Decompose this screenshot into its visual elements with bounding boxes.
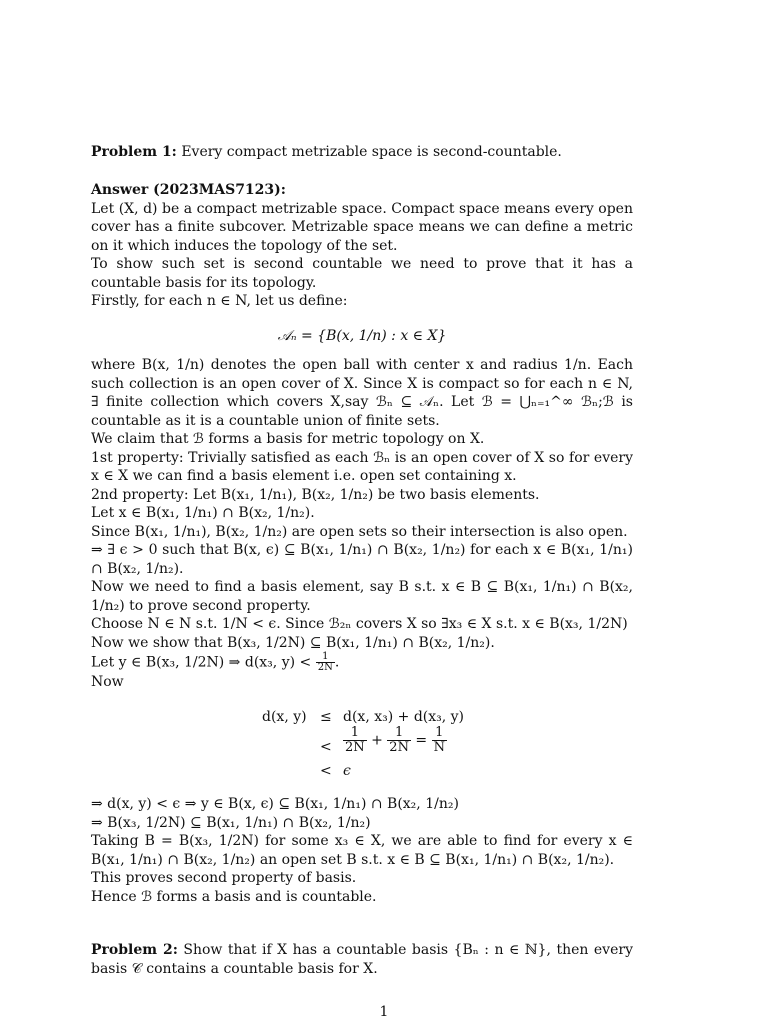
align-rel-1: ≤ <box>320 709 332 725</box>
align-rhs-2 <box>343 726 447 755</box>
problem-2 <box>91 941 633 978</box>
answer-taking-B: Taking B = B(x₃, 1/2N) for some x₃ ∈ X, we are able to find for every x ∈ B(x₁, 1/n₁) ∩ B(x₂, 1/n₂) an open set B s.t. x ∈ B ⊆ B(x₁, 1/n₁) ∩ B(x₂, 1/n₂). <box>91 833 633 868</box>
align-plus: + <box>371 732 383 749</box>
answer-body <box>91 356 633 692</box>
answer-line-3: Firstly, for each n ∈ N, let us define: <box>91 293 348 309</box>
align-frac-3-den: N <box>433 740 445 755</box>
answer-hence: Hence ℬ forms a basis and is countable. <box>91 888 377 905</box>
answer-find-basis: Now we need to find a basis element, say B s.t. x ∈ B ⊆ B(x₁, 1/n₁) ∩ B(x₂, 1/n₂) to prove second property. <box>91 579 633 614</box>
answer-line-2: To show such set is second countable we need to prove that it has a countable basis for its topology. <box>91 256 633 291</box>
align-equals: = <box>415 732 428 749</box>
answer-proves: This proves second property of basis. <box>91 870 357 886</box>
align-frac-1-den: 2N <box>345 740 365 755</box>
answer-section <box>91 181 633 311</box>
align-frac-3 <box>432 726 447 755</box>
answer-property-2: 2nd property: Let B(x₁, 1/n₁), B(x₂, 1/n₂) be two basis elements. <box>91 486 540 503</box>
answer-open-sets: Since B(x₁, 1/n₁), B(x₂, 1/n₂) are open sets so their intersection is also open. <box>91 523 628 540</box>
answer-exists-epsilon: ⇒ ∃ ϵ > 0 such that B(x, ϵ) ⊆ B(x₁, 1/n₁) ∩ B(x₂, 1/n₂) for each x ∈ B(x₁, 1/n₁) ∩ B(x₂, 1/n₂). <box>91 542 633 577</box>
answer-line-1: Let (X, d) be a compact metrizable space. Compact space means every open cover has a finite subcover. Metrizable space means we can define a metric on it which induces the topology of the set. <box>91 200 633 254</box>
answer-let-y-text: Let y ∈ B(x₃, 1/2N) ⇒ d(x₃, y) < <box>91 654 312 671</box>
problem-1 <box>91 143 633 162</box>
align-rel-2: < <box>320 739 332 755</box>
align-rel-3: < <box>320 763 332 779</box>
problem-1-label: Problem 1: <box>91 144 177 160</box>
align-frac-3-num: 1 <box>432 726 447 741</box>
align-frac-2-den: 2N <box>389 740 409 755</box>
answer-choose-N: Choose N ∈ N s.t. 1/N < ϵ. Since ℬ₂ₙ covers X so ∃x₃ ∈ X s.t. x ∈ B(x₃, 1/2N) <box>91 616 628 632</box>
answer-claim: We claim that ℬ forms a basis for metric topology on X. <box>91 431 485 447</box>
align-frac-2-num: 1 <box>387 726 411 741</box>
display-equation-An <box>91 327 633 346</box>
answer-para-cover: where B(x, 1/n) denotes the open ball with center x and radius 1/n. Each such collection is an open cover of X. Since X is compact so for each n ∈ N, ∃ finite collection which covers X,say ℬₙ ⊆ 𝒜ₙ. Let ℬ = ⋃ₙ₌₁^∞ ℬₙ;ℬ is countable as it is a countable union of finite sets. <box>91 357 633 429</box>
answer-conclusion <box>91 795 633 906</box>
align-frac-1 <box>343 726 367 755</box>
align-frac-2 <box>387 726 411 755</box>
answer-property-1: 1st property: Trivially satisfied as each ℬₙ is an open cover of X so for every x ∈ X we can find a basis element i.e. open set containing x. <box>91 449 633 484</box>
fraction-denominator: 2N <box>317 662 333 673</box>
problem-1-statement: Every compact metrizable space is second-countable. <box>181 144 562 160</box>
answer-implies-1: ⇒ d(x, y) < ϵ ⇒ y ∈ B(x, ϵ) ⊆ B(x₁, 1/n₁) ∩ B(x₂, 1/n₂) <box>91 796 459 812</box>
display-equation-An-text: 𝒜ₙ = {B(x, 1/n) : x ∈ X} <box>277 328 447 344</box>
answer-show-subset: Now we show that B(x₃, 1/2N) ⊆ B(x₁, 1/n₁) ∩ B(x₂, 1/n₂). <box>91 634 495 651</box>
fraction-1-over-2N <box>316 652 335 673</box>
answer-label: Answer (2023MAS7123): <box>91 182 286 198</box>
answer-let-x: Let x ∈ B(x₁, 1/n₁) ∩ B(x₂, 1/n₂). <box>91 505 315 521</box>
fraction-numerator: 1 <box>316 652 335 663</box>
align-frac-1-num: 1 <box>343 726 367 741</box>
align-lhs: d(x, y) <box>262 709 307 725</box>
problem-2-statement: Show that if X has a countable basis {Bₙ : n ∈ ℕ}, then every basis 𝒞 contains a countable basis for X. <box>91 942 633 977</box>
answer-implies-2: ⇒ B(x₃, 1/2N) ⊆ B(x₁, 1/n₁) ∩ B(x₂, 1/n₂) <box>91 814 371 831</box>
problem-2-label: Problem 2: <box>91 942 178 958</box>
answer-now: Now <box>91 674 124 690</box>
align-rhs-3: ϵ <box>343 763 351 779</box>
page-number: 1 <box>379 1004 389 1020</box>
align-rhs-1: d(x, x₃) + d(x₃, y) <box>343 709 465 725</box>
answer-let-y: Let y ∈ B(x₃, 1/2N) ⇒ d(x₃, y) < $\frac{1}{2N}$ . <box>91 651 340 673</box>
